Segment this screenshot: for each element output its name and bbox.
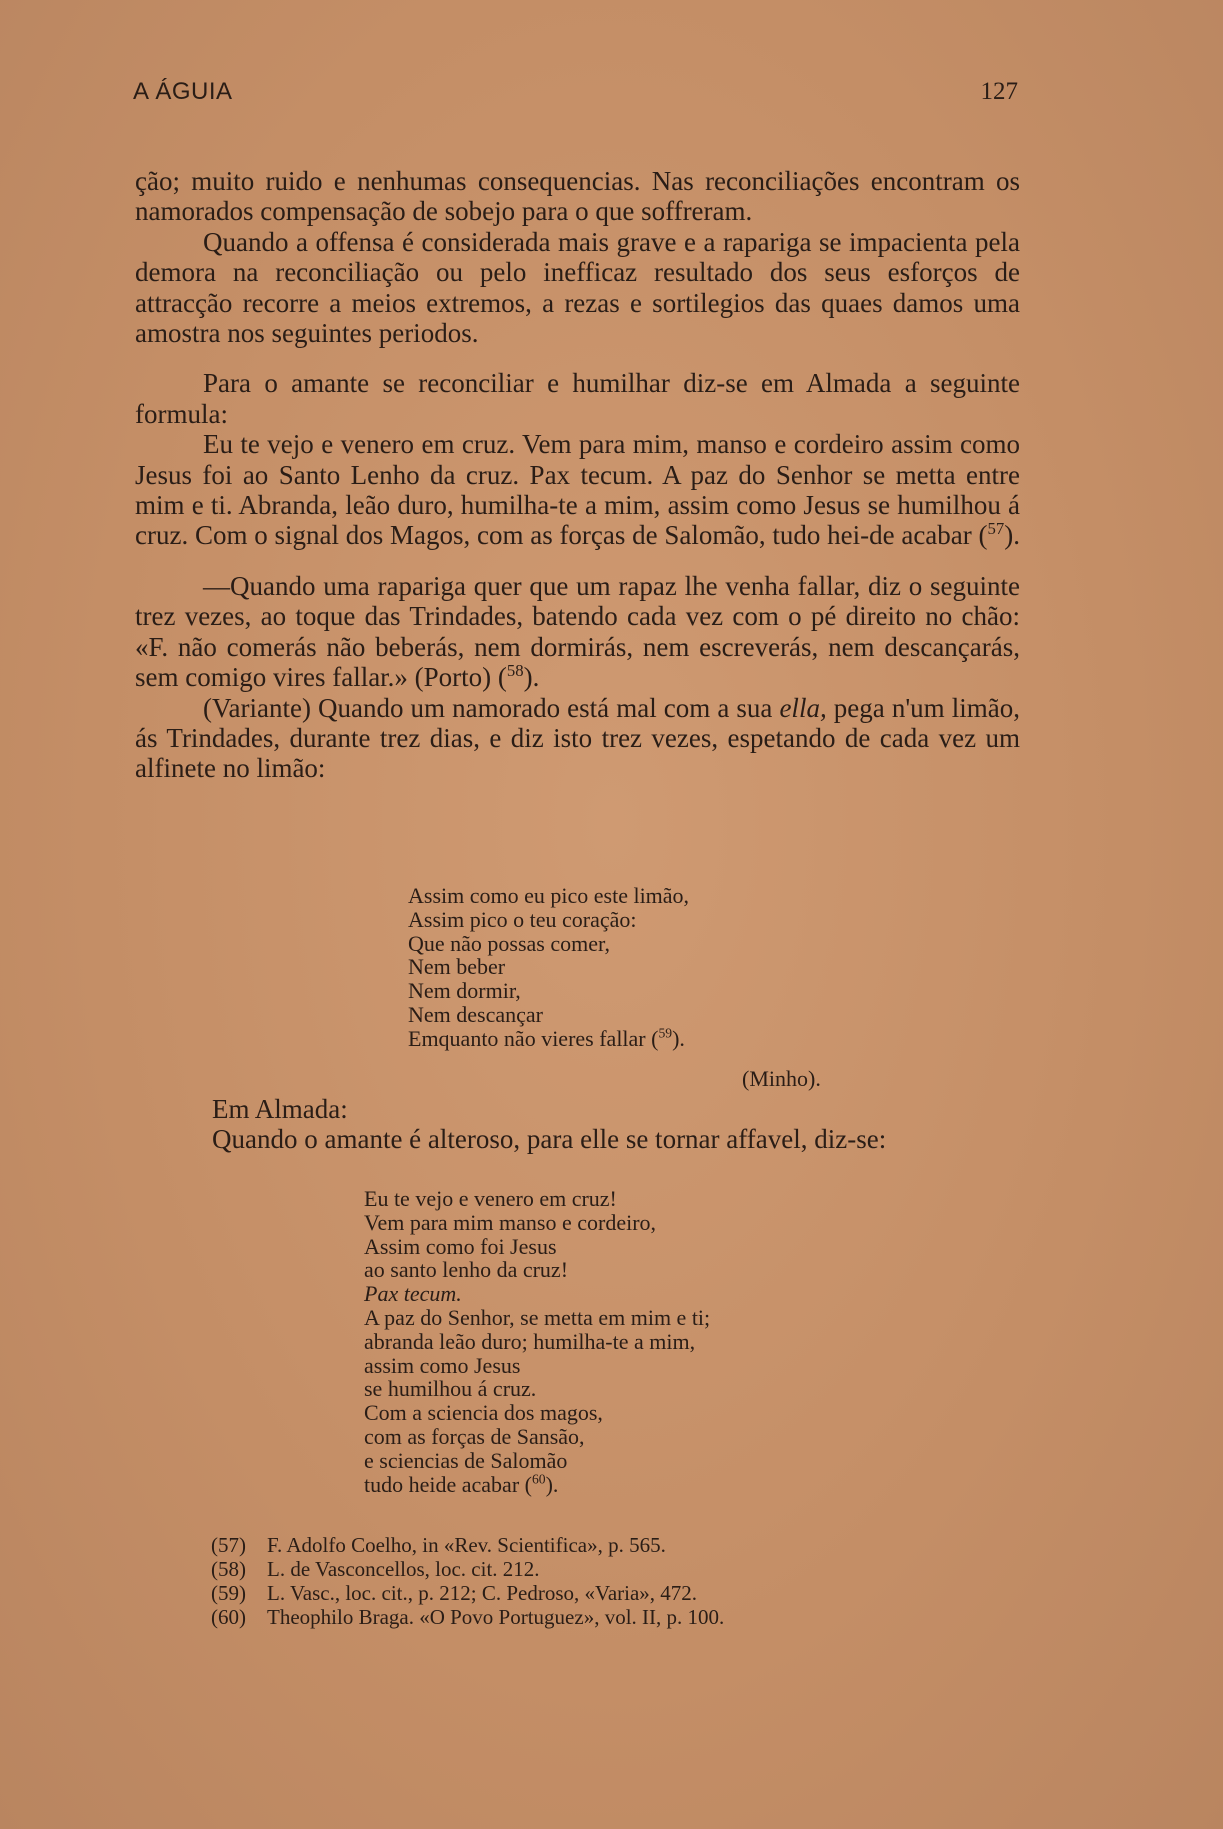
formula-text: Eu te vejo e venero em cruz. Vem para mim, manso e cordeiro assim como Jesus foi ao Santo Lenho da cruz. Pax tecum. A paz do Senhor se metta entre mim e ti. Abranda, leão duro, humilha-te a mim, assim como Jesus se humilhou á cruz. Com o signal dos Magos, com as forças de Salomão, tudo hei-de acabar ( bbox=[135, 429, 1020, 551]
poem-line-italic bbox=[364, 1282, 710, 1306]
poem-line: Eu te vejo e venero em cruz! bbox=[364, 1186, 617, 1211]
poem-limao bbox=[408, 884, 689, 1051]
paragraph-formula-text bbox=[135, 429, 1020, 551]
footnote-text: L. de Vasconcellos, loc. cit. 212. bbox=[267, 1557, 540, 1581]
footnote-ref-58: 58 bbox=[506, 661, 524, 681]
rapariga-tail: ). bbox=[523, 662, 540, 693]
poem-line: Assim pico o teu coração: bbox=[408, 906, 637, 932]
poem-line: Nem beber bbox=[408, 954, 506, 980]
paragraph-rapariga bbox=[135, 571, 1020, 693]
poem-line: se humilhou á cruz. bbox=[364, 1376, 537, 1402]
footnote-ref-57: 57 bbox=[987, 519, 1005, 539]
footnotes bbox=[211, 1533, 724, 1629]
footnote-58 bbox=[211, 1557, 724, 1581]
poem-line-text: Emquanto não vieres fallar ( bbox=[408, 1025, 659, 1051]
poem-line: A paz do Senhor, se metta em mim e ti; bbox=[364, 1304, 711, 1330]
paragraph-almada-formula: Para o amante se reconciliar e humilhar diz-se em Almada a seguinte formula: bbox=[135, 368, 1020, 429]
formula-tail: ). bbox=[1004, 520, 1020, 551]
paragraph-variante bbox=[135, 693, 1020, 784]
poem-line-last bbox=[408, 1027, 689, 1051]
footnote-59 bbox=[211, 1581, 724, 1605]
footnote-mark: (60) bbox=[211, 1605, 246, 1629]
footnote-ref-59: 59 bbox=[658, 1025, 673, 1041]
paragraph-em-almada: Em Almada: bbox=[212, 1094, 348, 1124]
poem-almada bbox=[364, 1187, 710, 1496]
main-text-block bbox=[135, 166, 1020, 784]
footnote-text: L. Vasc., loc. cit., p. 212; C. Pedroso, «Varia», 472. bbox=[267, 1581, 698, 1605]
footnote-mark: (58) bbox=[211, 1557, 246, 1581]
poem-line: Assim como foi Jesus bbox=[364, 1233, 557, 1259]
footnote-text: Theophilo Braga. «O Povo Portuguez», vol. II, p. 100. bbox=[267, 1605, 725, 1629]
footnote-60 bbox=[211, 1605, 724, 1629]
rapariga-text: —Quando uma rapariga quer que um rapaz lhe venha fallar, diz o seguinte trez vezes, ao toque das Trindades, batendo cada vez com o pé direito no chão: «F. não comerás não beberás, nem dormirás, nem escreverás, nem descançarás, sem comigo vires fallar.» (Porto) ( bbox=[135, 570, 1020, 693]
footnote-ref-60: 60 bbox=[531, 1471, 546, 1487]
almada-intro bbox=[135, 1094, 1020, 1155]
poem-line: assim como Jesus bbox=[364, 1352, 521, 1378]
poem-line-tail: ). bbox=[545, 1471, 559, 1497]
paragraph-offensa: Quando a offensa é considerada mais grave e a rapariga se impacienta pela demora na reconciliação ou pelo inefficaz resultado dos seus esforços de attracção recorre a meios extremos, a rezas e sortilegios das quaes damos uma amostra nos seguintes periodos. bbox=[135, 226, 1020, 349]
poem-line-text: tudo heide acabar ( bbox=[364, 1471, 532, 1497]
poem-line-tail: ). bbox=[672, 1025, 685, 1051]
poem-line: ao santo lenho da cruz! bbox=[364, 1257, 569, 1283]
page-number: 127 bbox=[980, 78, 1018, 105]
poem-line: e sciencias de Salomão bbox=[364, 1447, 568, 1473]
running-header bbox=[133, 78, 1018, 114]
poem-line: Com a sciencia dos magos, bbox=[364, 1400, 603, 1426]
footnote-mark: (59) bbox=[211, 1581, 246, 1605]
footnote-text: F. Adolfo Coelho, in «Rev. Scientifica», p. 565. bbox=[267, 1533, 666, 1557]
variante-italic: ella, bbox=[779, 692, 827, 723]
poem-line: Nem dormir, bbox=[408, 978, 521, 1004]
poem-line: Nem descançar bbox=[408, 1001, 543, 1027]
paragraph-alteroso: Quando o amante é alteroso, para elle se tornar affavel, diz-se: bbox=[212, 1124, 887, 1155]
poem-line-last bbox=[364, 1473, 710, 1497]
poem-line: abranda leão duro; humilha-te a mim, bbox=[364, 1328, 696, 1354]
paragraph-continuation: ção; muito ruido e nenhumas consequencias. Nas reconciliações encontram os namorados compensação de sobejo para o que soffreram. bbox=[135, 166, 1020, 227]
footnote-57 bbox=[211, 1533, 724, 1557]
poem-line: Que não possas comer, bbox=[408, 930, 610, 956]
running-title: A ÁGUIA bbox=[133, 78, 233, 105]
poem-line: Vem para mim manso e cordeiro, bbox=[364, 1209, 657, 1235]
variante-text-a: (Variante) Quando um namorado está mal com a sua bbox=[203, 692, 780, 723]
footnote-mark: (57) bbox=[211, 1533, 246, 1557]
variante-text-b: pega n'um limão, ás Trindades, durante trez dias, e diz isto trez vezes, espetando de cada vez um alfinete no limão: bbox=[135, 692, 1020, 784]
poem-source: (Minho). bbox=[742, 1066, 821, 1091]
poem-line: Assim como eu pico este limão, bbox=[408, 883, 690, 908]
poem-line: com as forças de Sansão, bbox=[364, 1423, 585, 1449]
poem-italic-text: Pax tecum. bbox=[364, 1281, 462, 1307]
